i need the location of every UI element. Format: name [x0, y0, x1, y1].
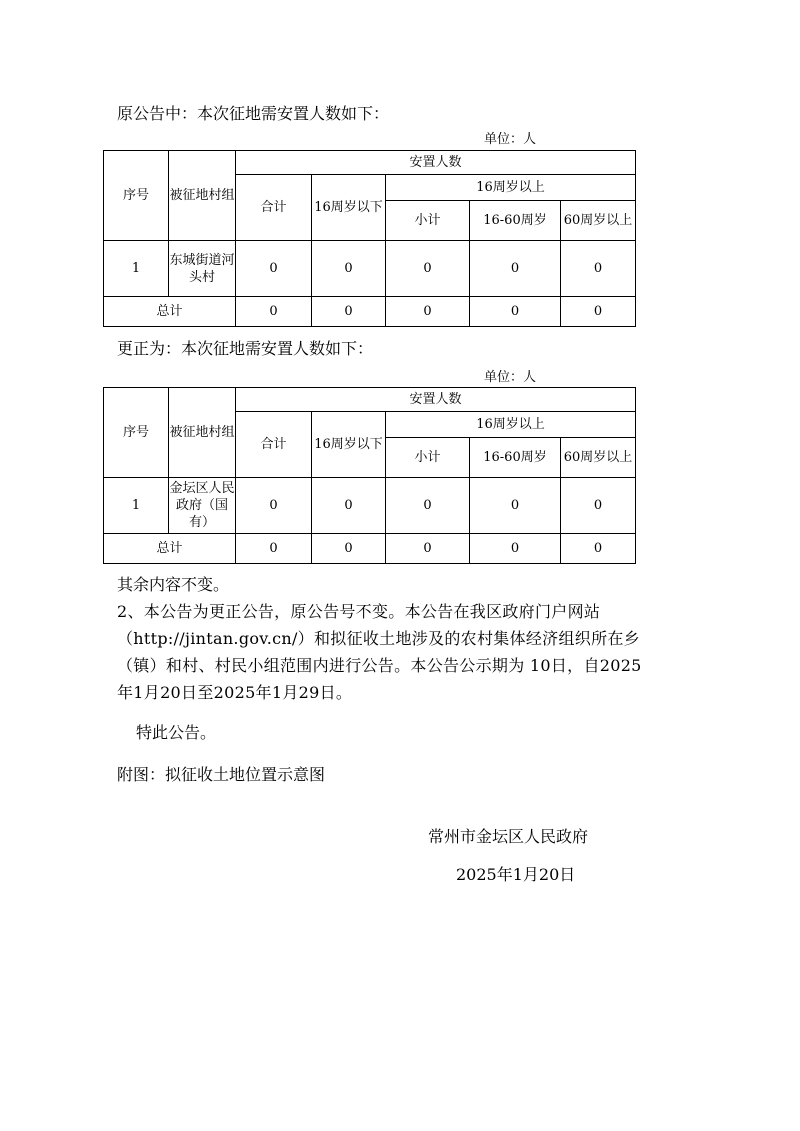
header-village: 被征地村组	[169, 388, 236, 478]
header-under16: 16周岁以下	[312, 412, 386, 478]
row-age60plus: 0	[561, 241, 636, 297]
header-subtotal: 小计	[386, 201, 470, 241]
header-seq: 序号	[104, 151, 169, 241]
sum-subtotal: 0	[386, 297, 470, 327]
header-seq: 序号	[104, 388, 169, 478]
row-age16-60: 0	[470, 478, 561, 534]
sum-label: 总计	[104, 297, 236, 327]
row-under16: 0	[312, 241, 386, 297]
rest-unchanged-note: 其余内容不变。	[117, 575, 230, 594]
row-total: 0	[236, 478, 312, 534]
header-total: 合计	[236, 175, 312, 241]
issue-date: 2025年1月20日	[456, 865, 576, 884]
sum-row	[104, 297, 636, 327]
section1-heading: 原公告中：本次征地需安置人数如下：	[117, 104, 390, 123]
sum-row	[104, 534, 636, 564]
section1-unit: 单位：人	[484, 132, 537, 147]
sum-label: 总计	[104, 534, 236, 564]
sum-age60plus: 0	[561, 534, 636, 564]
sum-age16-60: 0	[470, 297, 561, 327]
header-subtotal: 小计	[386, 438, 470, 478]
row-village: 东城街道河头村	[169, 241, 236, 297]
sum-under16: 0	[312, 534, 386, 564]
header-placement-count: 安置人数	[236, 151, 636, 175]
sum-total: 0	[236, 297, 312, 327]
sum-total: 0	[236, 534, 312, 564]
section2-heading: 更正为：本次征地需安置人数如下：	[117, 339, 374, 358]
sum-under16: 0	[312, 297, 386, 327]
row-seq: 1	[104, 478, 169, 534]
sum-age60plus: 0	[561, 297, 636, 327]
row-subtotal: 0	[386, 478, 470, 534]
sum-age16-60: 0	[470, 534, 561, 564]
row-total: 0	[236, 241, 312, 297]
header-age60plus: 60周岁以上	[561, 201, 636, 241]
header-total: 合计	[236, 412, 312, 478]
attachment-line: 附图：拟征收土地位置示意图	[117, 765, 326, 784]
header-age16-60: 16-60周岁	[470, 438, 561, 478]
header-over16: 16周岁以上	[386, 412, 636, 438]
header-age60plus: 60周岁以上	[561, 438, 636, 478]
row-age16-60: 0	[470, 241, 561, 297]
table-row	[104, 478, 636, 534]
row-under16: 0	[312, 478, 386, 534]
row-seq: 1	[104, 241, 169, 297]
placement-table-original	[103, 150, 636, 327]
row-subtotal: 0	[386, 241, 470, 297]
issuer-name: 常州市金坛区人民政府	[428, 827, 589, 846]
row-age60plus: 0	[561, 478, 636, 534]
sum-subtotal: 0	[386, 534, 470, 564]
hereby-announce: 特此公告。	[136, 723, 217, 742]
header-under16: 16周岁以下	[312, 175, 386, 241]
header-age16-60: 16-60周岁	[470, 201, 561, 241]
notice-paragraph-2: 2、本公告为更正公告，原公告号不变。本公告在我区政府门户网站（http://jintan.gov.cn/）和拟征收土地涉及的农村集体经济组织所在乡（镇）和村、村民小组范围内进行公告。本公告公示期为 10日，自2025年1月20日至2025年1月29日。	[117, 602, 642, 702]
row-village: 金坛区人民政府（国有）	[169, 478, 236, 534]
section2-unit: 单位：人	[484, 370, 537, 385]
header-village: 被征地村组	[169, 151, 236, 241]
table-row	[104, 241, 636, 297]
placement-table-corrected	[103, 387, 636, 564]
header-placement-count: 安置人数	[236, 388, 636, 412]
header-over16: 16周岁以上	[386, 175, 636, 201]
